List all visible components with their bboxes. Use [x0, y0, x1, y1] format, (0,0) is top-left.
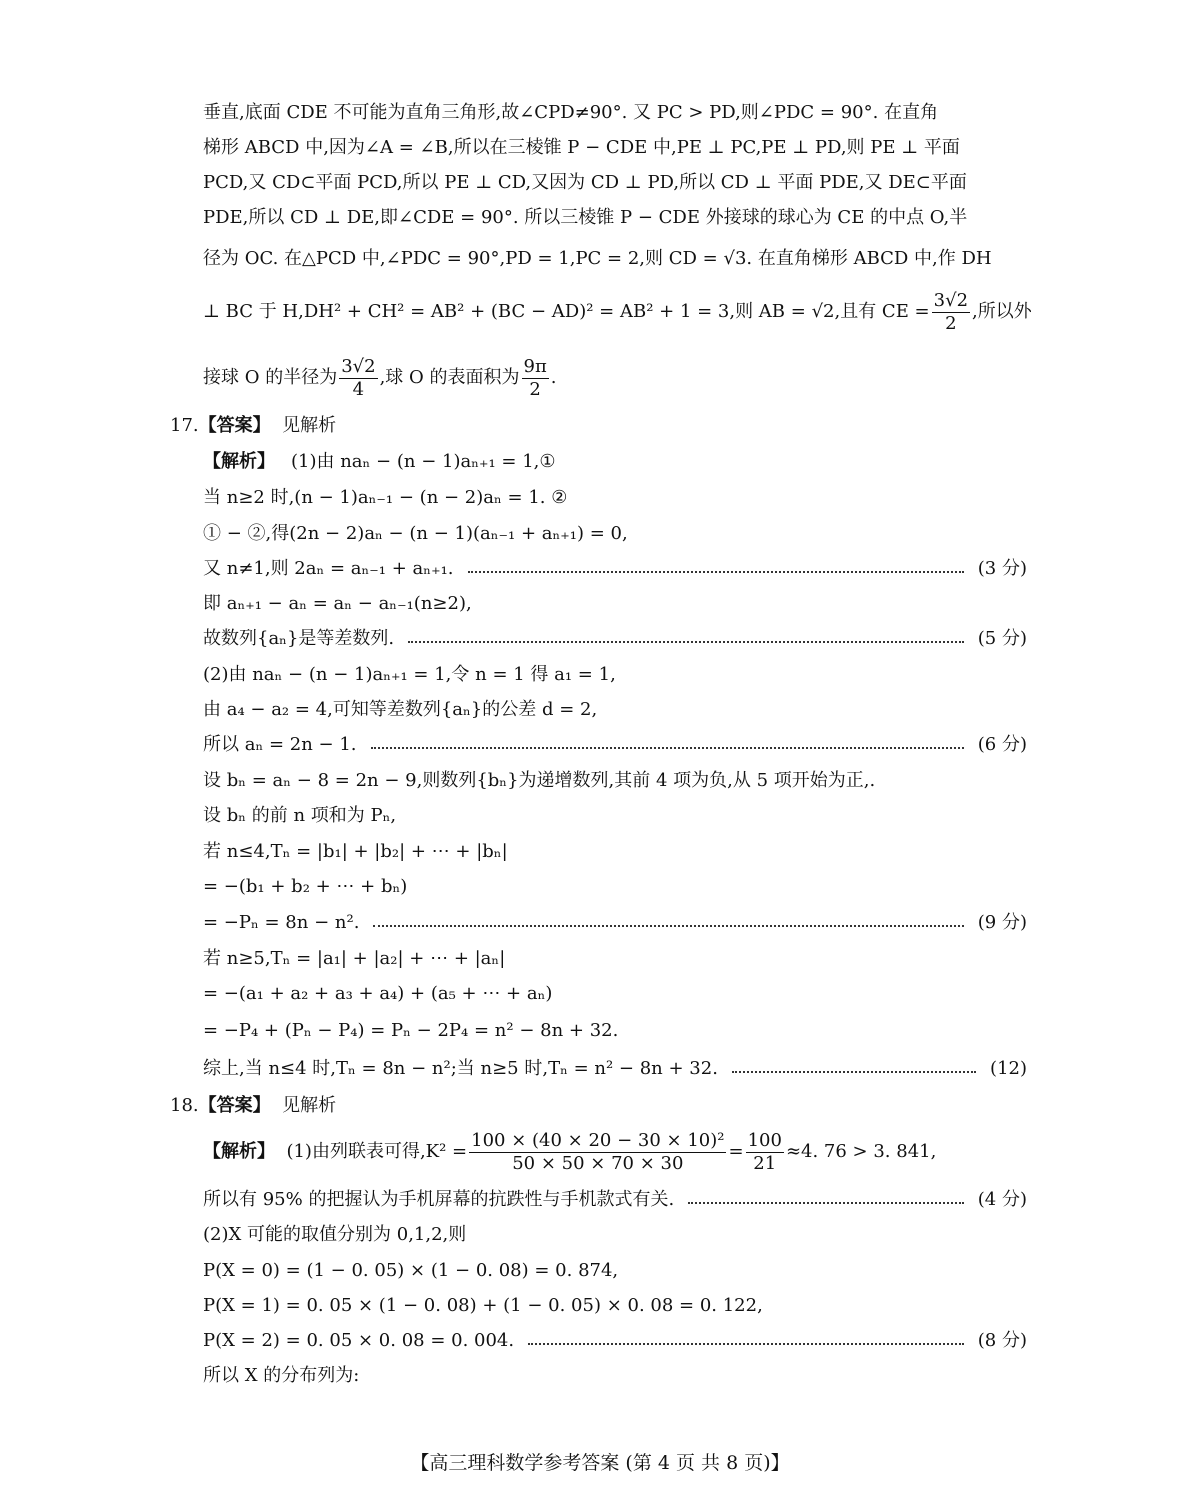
p16-line-1: 垂直,底面 CDE 不可能为直角三角形,故∠CPD≠90°. 又 PC > PD,则∠PDC = 90°. 在直角: [203, 102, 939, 123]
q18-k-text-b: ≈4. 76 > 3. 841,: [785, 1141, 937, 1162]
q17-line: [203, 555, 1027, 583]
q17-line: [203, 625, 1027, 653]
q18-number: 18.: [170, 1095, 199, 1116]
p16-line-7-text-a: 接球 O 的半径为: [203, 367, 338, 388]
q18-line-text: P(X = 2) = 0. 05 × 0. 08 = 0. 004.: [203, 1330, 515, 1351]
q17-line-text: 即 aₙ₊₁ − aₙ = aₙ − aₙ₋₁(n≥2),: [203, 593, 472, 614]
q17-line: [203, 838, 1027, 866]
q17-line: [203, 1017, 1027, 1045]
q17-line-text: (1)由 naₙ − (n − 1)aₙ₊₁ = 1,①: [291, 451, 556, 472]
p16-line-2: 梯形 ABCD 中,因为∠A = ∠B,所以在三棱锥 P − CDE 中,PE ⊥ PC,PE ⊥ PD,则 PE ⊥ 平面: [203, 137, 960, 158]
page-footer: 【高三理科数学参考答案 (第 4 页 共 8 页)】: [410, 1452, 790, 1474]
q17-line: [203, 731, 1027, 759]
q18-k-squared-line: [203, 1122, 936, 1182]
p16-line-6: [203, 282, 1032, 342]
score-mark: (9 分): [977, 912, 1027, 933]
dotted-leader: [408, 625, 964, 643]
q17-line: [203, 1055, 1027, 1083]
q17-number: 17.: [170, 415, 199, 436]
dotted-leader: [371, 731, 964, 749]
q17-line: [203, 909, 1027, 937]
q18-solution-tag: 【解析】: [203, 1141, 275, 1162]
radius-fraction-num: 3√2: [341, 355, 376, 377]
q17-line: [203, 873, 1027, 901]
dotted-leader: [688, 1186, 964, 1204]
q18-heading: [170, 1092, 336, 1120]
area-fraction-den: 2: [529, 378, 541, 400]
ce-fraction-den: 2: [945, 312, 957, 334]
q17-line-text: (2)由 naₙ − (n − 1)aₙ₊₁ = 1,令 n = 1 得 a₁ = 1,: [203, 664, 616, 685]
q17-line-text: 设 bₙ = aₙ − 8 = 2n − 9,则数列{bₙ}为递增数列,其前 4 项为负,从 5 项开始为正,.: [203, 770, 876, 791]
q18-line-text: P(X = 1) = 0. 05 × (1 − 0. 08) + (1 − 0. 05) × 0. 08 = 0. 122,: [203, 1295, 763, 1316]
radius-fraction: [339, 356, 377, 401]
dotted-leader: [528, 1327, 964, 1345]
q17-line: [203, 980, 1027, 1008]
k-squared-fraction: [469, 1130, 726, 1175]
q17-line: [203, 696, 1027, 724]
q17-line-text: 所以 aₙ = 2n − 1.: [203, 734, 357, 755]
q17-line: [203, 484, 1027, 512]
q17-line-text: 故数列{aₙ}是等差数列.: [203, 628, 395, 649]
q18-line-text: 所以有 95% 的把握认为手机屏幕的抗跌性与手机款式有关.: [203, 1189, 675, 1210]
k-squared-den: 50 × 50 × 70 × 30: [512, 1152, 684, 1174]
q17-line-text: 若 n≤4,Tₙ = |b₁| + |b₂| + ⋯ + |bₙ|: [203, 841, 508, 862]
q17-answer-text: 见解析: [282, 415, 337, 436]
p16-line-7-text-b: ,球 O 的表面积为: [379, 367, 520, 388]
q17-line-text: 综上,当 n≤4 时,Tₙ = 8n − n²;当 n≥5 时,Tₙ = n² − 8n + 32.: [203, 1058, 718, 1079]
area-fraction-num: 9π: [523, 355, 547, 377]
q17-line-text: = −Pₙ = 8n − n².: [203, 912, 360, 933]
p16-line-7: [203, 348, 557, 408]
score-mark: (8 分): [977, 1330, 1027, 1351]
q17-line-text: 当 n≥2 时,(n − 1)aₙ₋₁ − (n − 2)aₙ = 1. ②: [203, 487, 568, 508]
radius-fraction-den: 4: [352, 378, 365, 400]
q17-heading: [170, 412, 336, 440]
q17-line-text: 若 n≥5,Tₙ = |a₁| + |a₂| + ⋯ + |aₙ|: [203, 948, 506, 969]
dotted-leader: [468, 555, 964, 573]
q17-answer-tag: 【答案】: [198, 415, 271, 436]
q17-line: [203, 661, 1027, 689]
p16-line-3: PCD,又 CD⊂平面 PCD,所以 PE ⊥ CD,又因为 CD ⊥ PD,所以 CD ⊥ 平面 PDE,又 DE⊂平面: [203, 172, 967, 193]
q17-line-text: 又 n≠1,则 2aₙ = aₙ₋₁ + aₙ₊₁.: [203, 558, 454, 579]
q17-line-text: = −(a₁ + a₂ + a₃ + a₄) + (a₅ + ⋯ + aₙ): [203, 983, 553, 1004]
q18-answer-text: 见解析: [282, 1095, 337, 1116]
p16-line-6-text-a: ⊥ BC 于 H,DH² + CH² = AB² + (BC − AD)² = AB² + 1 = 3,则 AB = √2,且有 CE =: [203, 301, 930, 322]
q17-line: [203, 520, 1027, 548]
q17-line-text: ① − ②,得(2n − 2)aₙ − (n − 1)(aₙ₋₁ + aₙ₊₁) = 0,: [203, 523, 628, 544]
k-squared-num: 100 × (40 × 20 − 30 × 10)²: [471, 1129, 725, 1151]
k-value-fraction: [746, 1130, 784, 1175]
q17-line-text: = −(b₁ + b₂ + ⋯ + bₙ): [203, 876, 408, 897]
q18-k-equals: =: [728, 1141, 744, 1162]
q18-k-text-a: (1)由列联表可得,K² =: [286, 1141, 468, 1162]
q17-line: [203, 448, 1027, 476]
q18-answer-tag: 【答案】: [198, 1095, 271, 1116]
q17-line-text: 设 bₙ 的前 n 项和为 Pₙ,: [203, 805, 397, 826]
dotted-leader: [732, 1055, 976, 1073]
p16-line-5: 径为 OC. 在△PCD 中,∠PDC = 90°,PD = 1,PC = 2,则 CD = √3. 在直角梯形 ABCD 中,作 DH: [203, 248, 992, 269]
q17-line: [203, 590, 1027, 618]
q18-line: [203, 1257, 1027, 1285]
q17-line-text: 由 a₄ − a₂ = 4,可知等差数列{aₙ}的公差 d = 2,: [203, 699, 598, 720]
q17-line-text: = −P₄ + (Pₙ − P₄) = Pₙ − 2P₄ = n² − 8n + 32.: [203, 1020, 619, 1041]
score-mark: (3 分): [977, 558, 1027, 579]
score-mark: (4 分): [977, 1189, 1027, 1210]
k-value-den: 21: [753, 1152, 777, 1174]
q18-line-text: 所以 X 的分布列为:: [203, 1365, 360, 1386]
p16-line-6-text-b: ,所以外: [972, 301, 1032, 322]
q17-solution-tag: 【解析】: [203, 451, 275, 472]
k-value-num: 100: [747, 1129, 782, 1151]
q18-line: [203, 1292, 1027, 1320]
q17-line: [203, 802, 1027, 830]
dotted-leader: [373, 909, 964, 927]
p16-line-4: PDE,所以 CD ⊥ DE,即∠CDE = 90°. 所以三棱锥 P − CDE 外接球的球心为 CE 的中点 O,半: [203, 207, 968, 228]
q18-line: [203, 1362, 1027, 1390]
ce-fraction-num: 3√2: [933, 289, 969, 311]
q18-line-text: (2)X 可能的取值分别为 0,1,2,则: [203, 1224, 467, 1245]
q18-line: [203, 1186, 1027, 1214]
score-mark: (12): [990, 1058, 1027, 1079]
q18-line: [203, 1327, 1027, 1355]
ce-fraction: [932, 290, 970, 335]
q18-line: [203, 1221, 1027, 1249]
q18-line-text: P(X = 0) = (1 − 0. 05) × (1 − 0. 08) = 0. 874,: [203, 1260, 619, 1281]
q17-line: [203, 945, 1027, 973]
score-mark: (6 分): [977, 734, 1027, 755]
area-fraction: [522, 356, 549, 401]
score-mark: (5 分): [977, 628, 1027, 649]
p16-line-7-text-c: .: [550, 367, 557, 388]
q17-line: [203, 767, 1027, 795]
